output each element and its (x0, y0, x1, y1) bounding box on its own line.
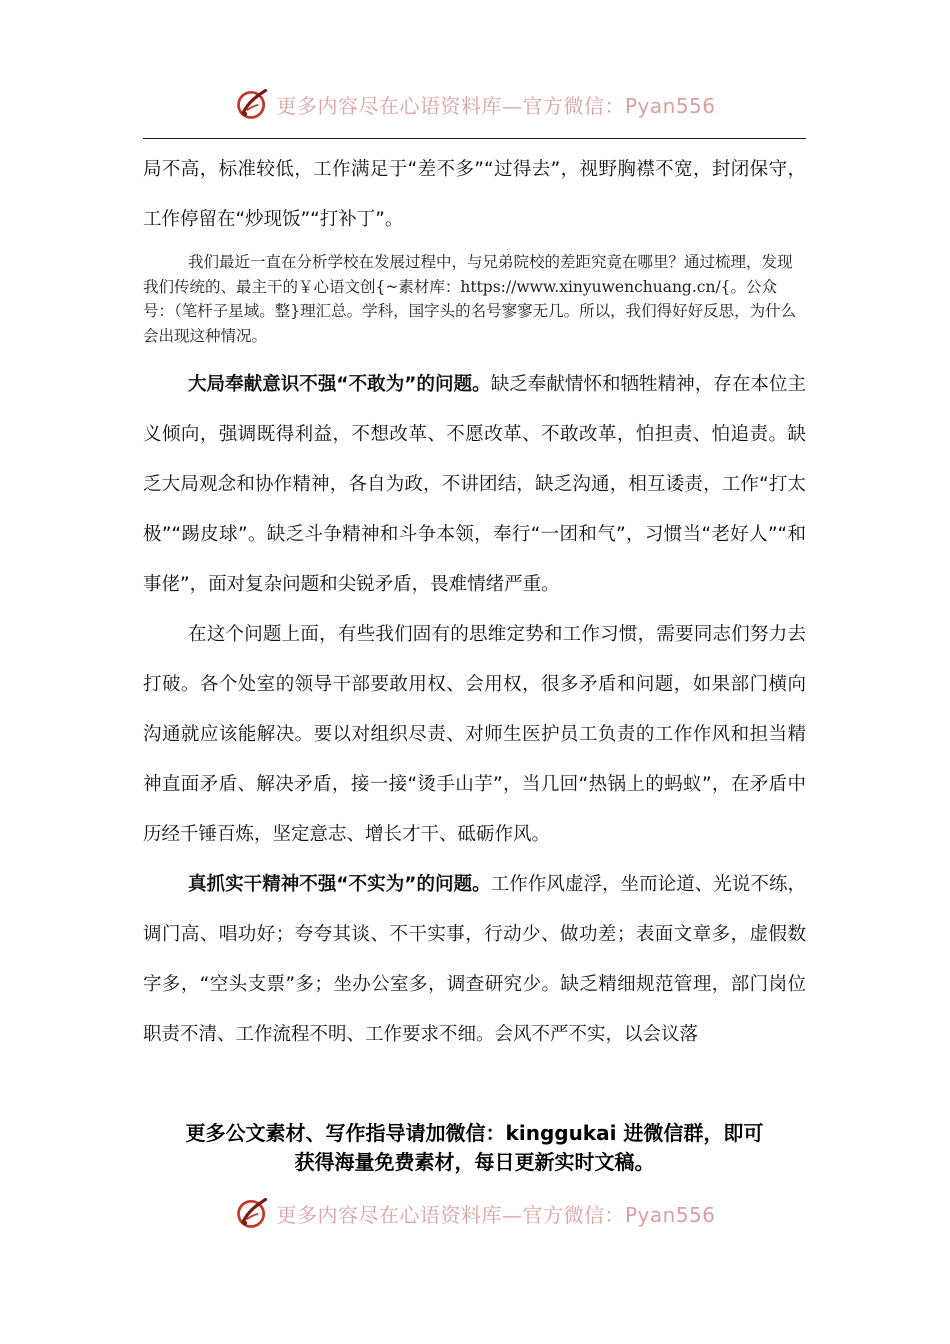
document-body (143, 145, 806, 1060)
footer-banner (0, 1191, 950, 1235)
banner-text: 更多内容尽在心语资料库—官方微信：Pyan556 (276, 93, 716, 118)
paragraph-3-body: 缺乏奉献情怀和牺牲精神，存在本位主义倾向，强调既得利益，不想改革、不愿改革、不敢改革，怕担责、怕追责。缺乏大局观念和协作精神，各自为政，不讲团结，缺乏沟通，相互诿责，工作“打太极”“踢皮球”。缺乏斗争精神和斗争本领，奉行“一团和气”，习惯当“老好人”“和事佬”，面对复杂问题和尖锐矛盾，畏难情绪严重。 (143, 374, 806, 595)
header-banner (0, 82, 950, 126)
footer-line-1: 更多公文素材、写作指导请加微信：kinggukai 进微信群，即可 (185, 1121, 764, 1145)
footer-line-2: 获得海量免费素材，每日更新实时文稿。 (294, 1150, 655, 1174)
banner-text: 更多内容尽在心语资料库—官方微信：Pyan556 (276, 1202, 716, 1227)
paragraph-3 (143, 360, 806, 610)
paragraph-5-body: 工作作风虚浮，坐而论道、光说不练，调门高、唱功好；夸夸其谈、不干实事，行动少、做功差；表面文章多，虚假数字多，“空头支票”多；坐办公室多，调查研究少。缺乏精细规范管理，部门岗位职责不清、工作流程不明、工作要求不细。会风不严不实，以会议落 (143, 874, 806, 1045)
paragraph-4: 在这个问题上面，有些我们固有的思维定势和工作习惯，需要同志们努力去打破。各个处室的领导干部要敢用权、会用权，很多矛盾和问题，如果部门横向沟通就应该能解决。要以对组织尽责、对师生医护员工负责的工作作风和担当精神直面矛盾、解决矛盾，接一接“烫手山芋”，当几回“热锅上的蚂蚁”，在矛盾中历经千锤百炼，坚定意志、增长才干、砥砺作风。 (143, 624, 806, 845)
footer-promo (143, 1119, 806, 1177)
paragraph-5-heading: 真抓实干精神不强“不实为”的问题。 (188, 874, 491, 895)
ink-brush-logo-icon (234, 86, 270, 122)
paragraph-2-serif: 我们最近一直在分析学校在发展过程中，与兄弟院校的差距究竟在哪里？通过梳理，发现我们传统的、最主干的￥心语文创{~素材库：https://www.xinyuwenchuang.cn/{。公众号：（笔杆子星域。整}理汇总。学科，国字头的名号寥寥无几。所以，我们得好好反思，为什么会出现这种情况。 (143, 253, 797, 345)
paragraph-1: 局不高，标准较低，工作满足于“差不多”“过得去”，视野胸襟不宽，封闭保守，工作停留在“炒现饭”“打补丁”。 (143, 159, 806, 230)
banner-wechat-id: Pyan556 (624, 93, 716, 118)
ink-brush-logo-icon (234, 1195, 270, 1231)
paragraph-3-heading: 大局奉献意识不强“不敢为”的问题。 (188, 374, 491, 395)
banner-wechat-id: Pyan556 (624, 1202, 716, 1227)
paragraph-5 (143, 860, 806, 1060)
header-divider (143, 138, 806, 139)
